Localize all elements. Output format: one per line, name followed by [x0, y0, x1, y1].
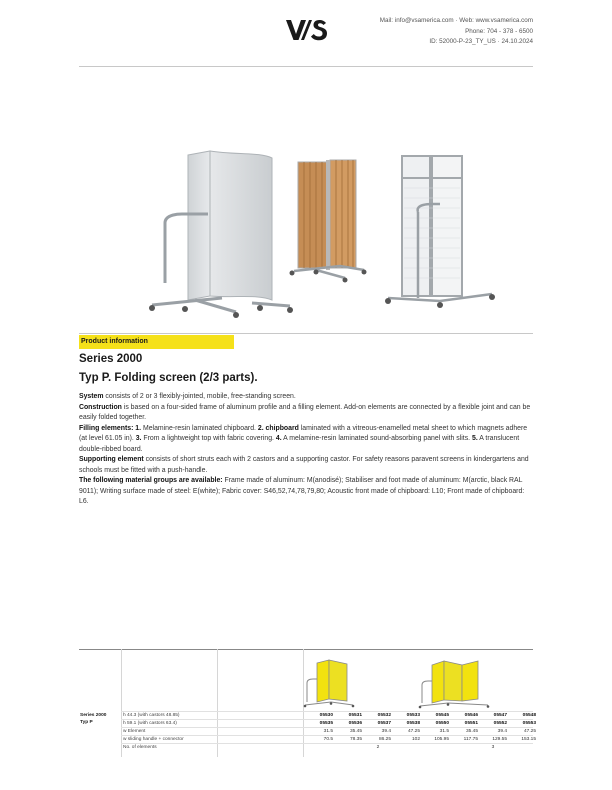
spec-value: 70.5: [323, 737, 333, 742]
translucent-folding-screen: [385, 156, 495, 308]
photo-divider: [79, 333, 533, 334]
spec-value: 105.95: [434, 737, 449, 742]
spec-value: 129.55: [492, 737, 507, 742]
spec-value: 2: [376, 745, 380, 750]
supporting-paragraph: Supporting element consists of short struts each with 2 castors and a supporting castor. For safety reasons paravent screens in kindergartens and schools must be fitted with a push-handle.: [79, 456, 529, 474]
contact-block: [380, 16, 533, 48]
article-number: 05545: [435, 713, 449, 718]
spec-value: 102: [411, 737, 420, 742]
vs-logo: [285, 17, 329, 43]
article-number: 05530: [319, 713, 333, 718]
type-title: Typ P. Folding screen (2/3 parts).: [79, 372, 258, 384]
spec-table: [79, 649, 536, 757]
spec-value: 86.25: [378, 737, 391, 742]
article-number: 05535: [319, 721, 333, 726]
grey-folding-screen: [149, 151, 293, 318]
spec-value: 47.25: [407, 729, 420, 734]
system-paragraph: System consists of 2 or 3 flexibly-jointed, mobile, free-standing screen.: [79, 393, 296, 400]
spec-row-label: h 44.3 (with castors 48.85): [123, 713, 180, 718]
article-number: 05553: [522, 721, 536, 726]
spec-value: 31.5: [323, 729, 333, 734]
article-number: 05551: [464, 721, 478, 726]
article-number: 05536: [348, 721, 362, 726]
article-number: 05531: [348, 713, 362, 718]
spec-value: 3: [491, 745, 495, 750]
filling-paragraph: Filling elements: 1. Melamine-resin laminated chipboard. 2. chipboard laminated with a vitreous-enamelled metal sheet to which magnets adhere (at level 61.05 in). 3. From a lightweight top with fabric covering. 4. A melamine-resin laminated sound-absorbing panel with slits. 5. A translucent double-ribbed board.: [79, 424, 528, 453]
spec-value: 35.45: [349, 729, 362, 734]
contact-mail-web: Mail: info@vsamerica.com · Web: www.vsamerica.com: [379, 17, 533, 24]
spec-value: 47.25: [523, 729, 536, 734]
contact-phone: Phone: 704 - 378 - 6500: [465, 27, 533, 35]
series-title: Series 2000: [79, 353, 143, 365]
article-number: 05533: [406, 713, 420, 718]
article-number: 05538: [406, 721, 420, 726]
spec-series-label: Series 2000 Typ P: [80, 713, 107, 725]
article-number: 05550: [435, 721, 449, 726]
article-number: 05552: [493, 721, 507, 726]
article-number: 05532: [377, 713, 391, 718]
spec-row: [121, 727, 536, 735]
two-part-screen-drawing: [303, 655, 355, 709]
spec-row: [121, 743, 533, 751]
product-photo: [140, 148, 500, 323]
spec-value: 153.15: [521, 737, 536, 742]
spec-row-label: No. of elements: [123, 745, 157, 750]
product-description: [79, 392, 534, 508]
spec-value: 31.5: [439, 729, 449, 734]
materials-paragraph: The following material groups are available: Frame made of aluminum: M(anodisé); Stabiliser and foot made of aluminum: M(arctic, black RAL 9011); Writing surface made of steel: E(white); Fabric cover: S46,52,74,78,79,80; Acoustic front made of chipboard: L10; Front made of chipboard: L6.: [79, 477, 525, 505]
spec-row: [121, 711, 536, 719]
spec-value: 117.75: [463, 737, 478, 742]
spec-value: 39.4: [381, 729, 391, 734]
wood-folding-screen: [290, 160, 367, 283]
spec-row-label: h 59.1 (with castors 63.4): [123, 721, 177, 726]
spec-value: 39.4: [497, 729, 507, 734]
article-number: 05546: [464, 713, 478, 718]
spec-row: [121, 735, 536, 743]
document-id: ID: 52000-P-23_TY_US · 24.10.2024: [429, 38, 533, 45]
spec-value: 35.45: [465, 729, 478, 734]
spec-value: 78.35: [349, 737, 362, 742]
header-divider: [79, 66, 533, 67]
construction-paragraph: Construction is based on a four-sided frame of aluminum profile and a filling element. Add-on elements are connected by a flexible joint and can be easily folded together.: [79, 403, 531, 421]
article-number: 05547: [493, 713, 507, 718]
article-number: 05537: [377, 721, 391, 726]
spec-row-label: w Element: [123, 729, 146, 734]
spec-row-label: w sliding handle + connector: [123, 737, 184, 742]
article-number: 05548: [522, 713, 536, 718]
spec-table-top-rule: [79, 649, 533, 650]
product-info-band: [79, 335, 234, 349]
product-info-label: Product information: [81, 338, 148, 345]
spec-row: [121, 719, 536, 727]
three-part-screen-drawing: [418, 655, 490, 709]
